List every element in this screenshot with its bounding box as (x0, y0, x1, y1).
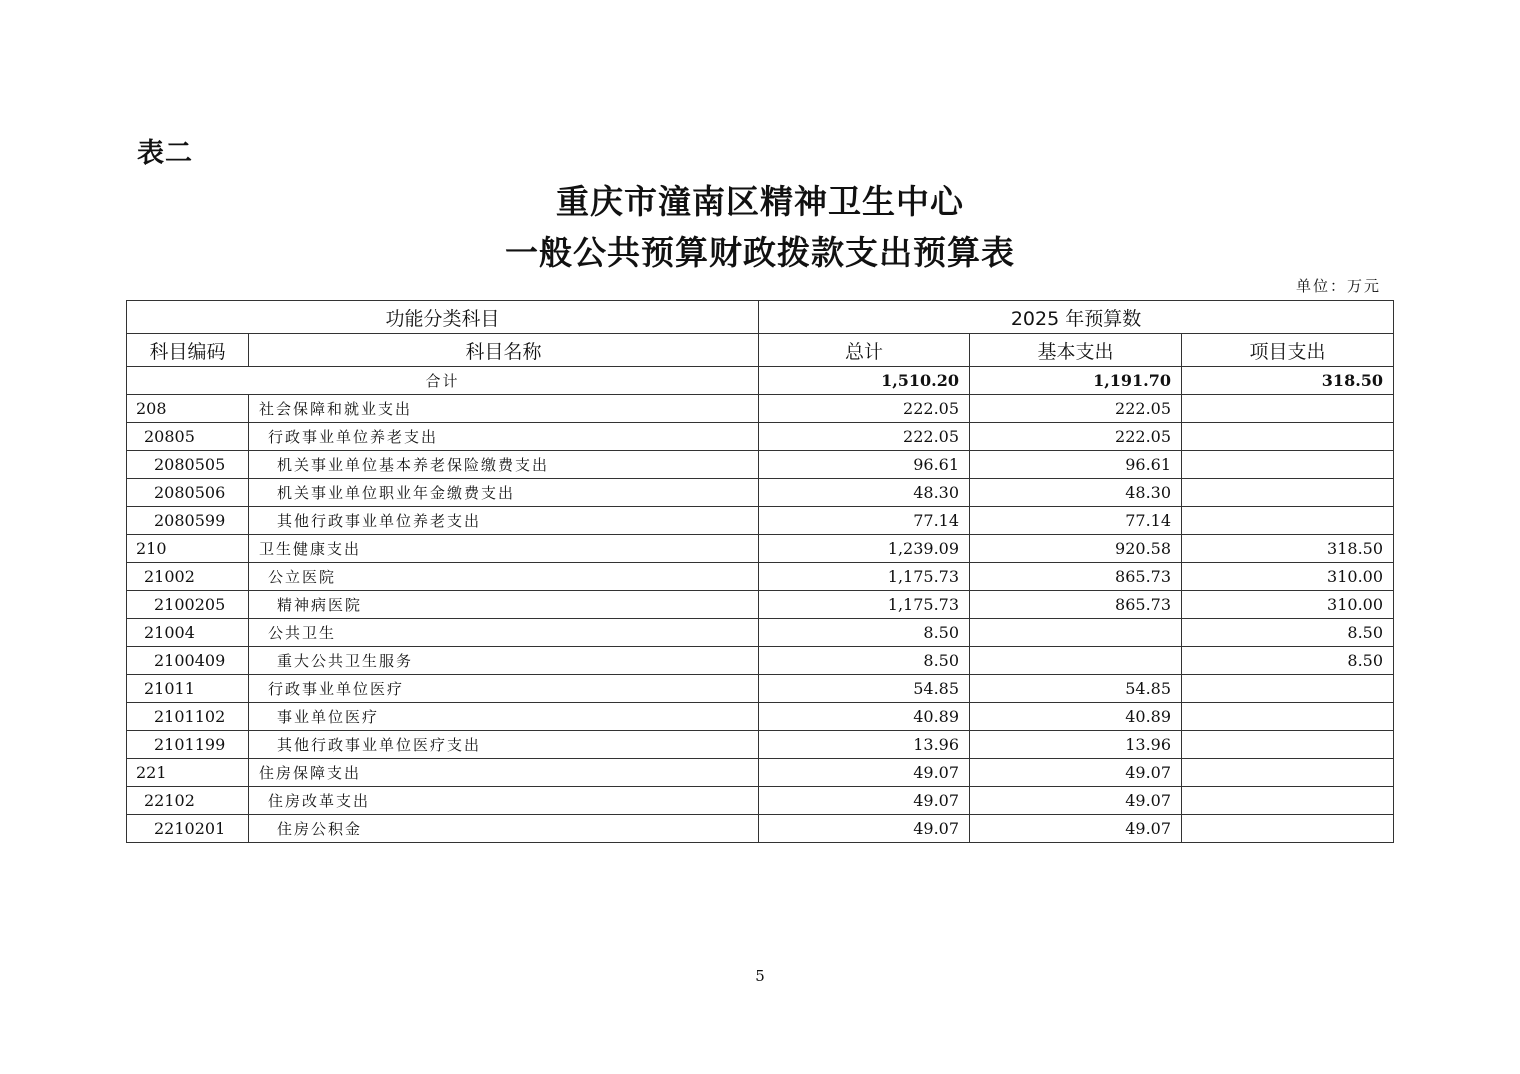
cell-total: 40.89 (759, 703, 970, 731)
cell-basic: 40.89 (970, 703, 1182, 731)
cell-basic: 48.30 (970, 479, 1182, 507)
table-row (127, 619, 1394, 647)
table-row (127, 591, 1394, 619)
table-row (127, 731, 1394, 759)
cell-basic: 54.85 (970, 675, 1182, 703)
cell-basic: 222.05 (970, 395, 1182, 423)
cell-project (1182, 759, 1394, 787)
document-subtitle: 一般公共预算财政拨款支出预算表 (505, 233, 1015, 272)
cell-total: 48.30 (759, 479, 970, 507)
cell-code: 2210201 (127, 815, 249, 843)
cell-code: 2080506 (127, 479, 249, 507)
cell-name: 机关事业单位基本养老保险缴费支出 (249, 451, 759, 479)
cell-code: 21011 (127, 675, 249, 703)
cell-total: 77.14 (759, 507, 970, 535)
cell-code: 2101102 (127, 703, 249, 731)
cell-code: 21002 (127, 563, 249, 591)
table-row (127, 787, 1394, 815)
cell-total: 1,239.09 (759, 535, 970, 563)
cell-project: 8.50 (1182, 647, 1394, 675)
cell-total: 49.07 (759, 787, 970, 815)
cell-total: 1,175.73 (759, 591, 970, 619)
cell-name: 重大公共卫生服务 (249, 647, 759, 675)
header-row-top (127, 301, 1394, 334)
table-row (127, 479, 1394, 507)
unit-label: 单位：万元 (1295, 277, 1381, 295)
header-functional-category: 功能分类科目 (127, 301, 759, 334)
cell-name: 其他行政事业单位医疗支出 (249, 731, 759, 759)
cell-project (1182, 395, 1394, 423)
cell-name: 事业单位医疗 (249, 703, 759, 731)
cell-name: 社会保障和就业支出 (249, 395, 759, 423)
cell-code: 2080599 (127, 507, 249, 535)
cell-total: 13.96 (759, 731, 970, 759)
total-label: 合计 (127, 367, 759, 395)
cell-code: 210 (127, 535, 249, 563)
cell-project (1182, 703, 1394, 731)
cell-name: 行政事业单位养老支出 (249, 423, 759, 451)
header-code: 科目编码 (127, 334, 249, 367)
cell-code: 20805 (127, 423, 249, 451)
cell-project (1182, 787, 1394, 815)
cell-project: 310.00 (1182, 591, 1394, 619)
budget-table (126, 300, 1394, 843)
cell-basic: 49.07 (970, 787, 1182, 815)
cell-project (1182, 479, 1394, 507)
cell-project (1182, 731, 1394, 759)
table-row (127, 423, 1394, 451)
cell-project: 310.00 (1182, 563, 1394, 591)
cell-total: 54.85 (759, 675, 970, 703)
cell-code: 221 (127, 759, 249, 787)
table-row (127, 759, 1394, 787)
cell-name: 卫生健康支出 (249, 535, 759, 563)
cell-name: 机关事业单位职业年金缴费支出 (249, 479, 759, 507)
cell-code: 2101199 (127, 731, 249, 759)
cell-basic: 49.07 (970, 815, 1182, 843)
cell-total: 49.07 (759, 759, 970, 787)
page-number: 5 (755, 967, 765, 985)
header-project: 项目支出 (1182, 334, 1394, 367)
cell-code: 208 (127, 395, 249, 423)
cell-total: 96.61 (759, 451, 970, 479)
document-title: 重庆市潼南区精神卫生中心 (556, 182, 964, 221)
cell-basic: 222.05 (970, 423, 1182, 451)
cell-project (1182, 423, 1394, 451)
table-label: 表二 (137, 138, 193, 169)
cell-project (1182, 451, 1394, 479)
table-row (127, 451, 1394, 479)
cell-code: 2080505 (127, 451, 249, 479)
table-row (127, 815, 1394, 843)
cell-project (1182, 815, 1394, 843)
table-row (127, 675, 1394, 703)
cell-basic: 865.73 (970, 563, 1182, 591)
header-name: 科目名称 (249, 334, 759, 367)
table-row (127, 507, 1394, 535)
cell-basic (970, 619, 1182, 647)
cell-total: 8.50 (759, 619, 970, 647)
table-row (127, 535, 1394, 563)
cell-basic: 13.96 (970, 731, 1182, 759)
table-row (127, 395, 1394, 423)
cell-code: 22102 (127, 787, 249, 815)
table-row (127, 703, 1394, 731)
header-budget-year: 2025 年预算数 (759, 301, 1394, 334)
cell-name: 住房公积金 (249, 815, 759, 843)
cell-code: 2100409 (127, 647, 249, 675)
cell-basic: 77.14 (970, 507, 1182, 535)
cell-total: 222.05 (759, 395, 970, 423)
cell-name: 精神病医院 (249, 591, 759, 619)
cell-total: 8.50 (759, 647, 970, 675)
cell-name: 其他行政事业单位养老支出 (249, 507, 759, 535)
total-row (127, 367, 1394, 395)
header-row-bottom (127, 334, 1394, 367)
total-project: 318.50 (1182, 367, 1394, 395)
total-amount: 1,510.20 (759, 367, 970, 395)
cell-code: 21004 (127, 619, 249, 647)
cell-project (1182, 675, 1394, 703)
cell-basic: 865.73 (970, 591, 1182, 619)
header-total: 总计 (759, 334, 970, 367)
cell-basic: 96.61 (970, 451, 1182, 479)
total-basic: 1,191.70 (970, 367, 1182, 395)
table-row (127, 647, 1394, 675)
cell-project: 8.50 (1182, 619, 1394, 647)
cell-name: 公立医院 (249, 563, 759, 591)
cell-basic (970, 647, 1182, 675)
cell-name: 住房改革支出 (249, 787, 759, 815)
cell-code: 2100205 (127, 591, 249, 619)
cell-basic: 920.58 (970, 535, 1182, 563)
cell-name: 公共卫生 (249, 619, 759, 647)
cell-name: 住房保障支出 (249, 759, 759, 787)
cell-name: 行政事业单位医疗 (249, 675, 759, 703)
cell-total: 222.05 (759, 423, 970, 451)
cell-project: 318.50 (1182, 535, 1394, 563)
table-row (127, 563, 1394, 591)
cell-project (1182, 507, 1394, 535)
cell-basic: 49.07 (970, 759, 1182, 787)
header-basic: 基本支出 (970, 334, 1182, 367)
cell-total: 1,175.73 (759, 563, 970, 591)
cell-total: 49.07 (759, 815, 970, 843)
